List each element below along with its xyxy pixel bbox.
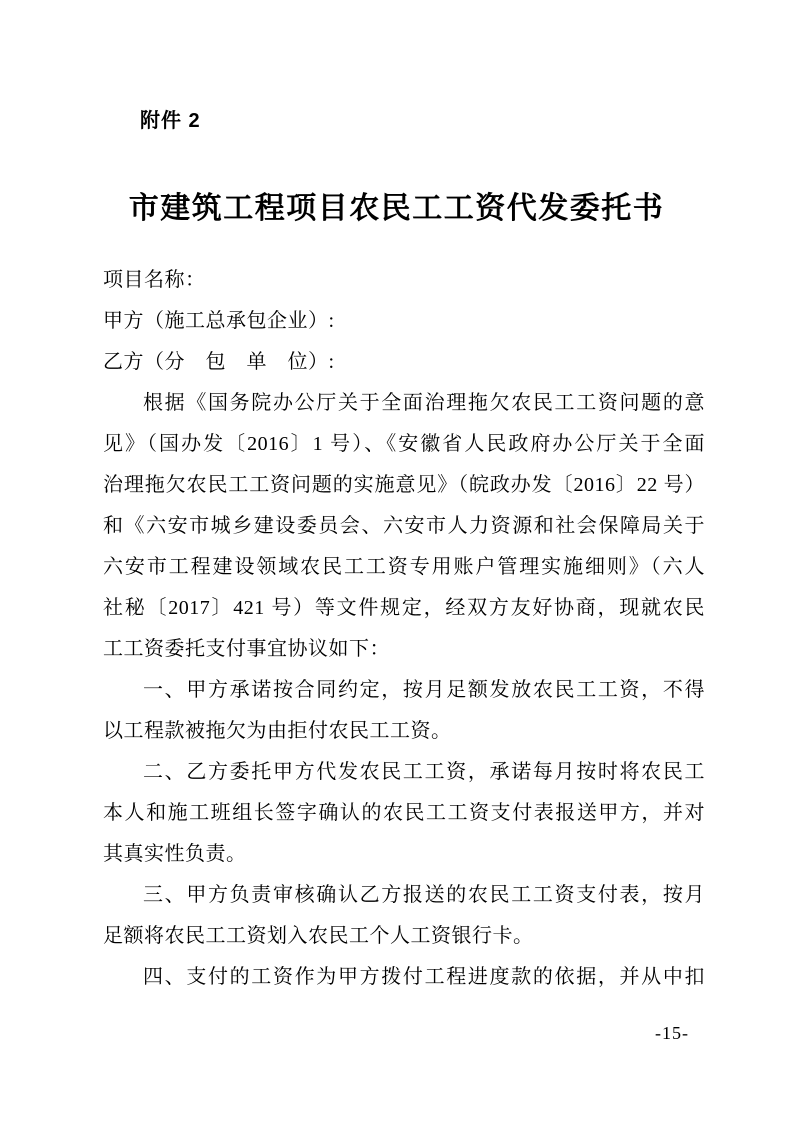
paragraph-line: 见》（国办发〔2016〕1 号）、《安徽省人民政府办公厅关于全面 bbox=[103, 433, 705, 455]
paragraph-line: 六安市工程建设领域农民工工资专用账户管理实施细则》（六人 bbox=[103, 556, 705, 578]
paragraph-line: 一、甲方承诺按合同约定，按月足额发放农民工工资，不得 bbox=[143, 679, 705, 701]
field-line: 乙方（分 包 单 位）: bbox=[103, 351, 335, 373]
field-line: 项目名称： bbox=[103, 269, 206, 291]
paragraph-line: 根据《国务院办公厅关于全面治理拖欠农民工工资问题的意 bbox=[143, 392, 705, 414]
paragraph-line: 其真实性负责。 bbox=[103, 843, 247, 865]
field-line: 甲方（施工总承包企业）: bbox=[103, 310, 335, 332]
paragraph-line: 和《六安市城乡建设委员会、六安市人力资源和社会保障局关于 bbox=[103, 515, 705, 537]
page-number: -15- bbox=[655, 1023, 689, 1043]
paragraph-line: 四、支付的工资作为甲方拨付工程进度款的依据，并从中扣 bbox=[143, 966, 705, 988]
paragraph-line: 工工资委托支付事宜协议如下： bbox=[103, 638, 390, 660]
paragraph-line: 二、乙方委托甲方代发农民工工资，承诺每月按时将农民工 bbox=[143, 761, 705, 783]
document-title: 市建筑工程项目农民工工资代发委托书 bbox=[128, 192, 665, 225]
paragraph-line: 以工程款被拖欠为由拒付农民工工资。 bbox=[103, 720, 452, 742]
paragraph-line: 本人和施工班组长签字确认的农民工工资支付表报送甲方，并对 bbox=[103, 802, 705, 824]
paragraph-line: 社秘〔2017〕421 号）等文件规定，经双方友好协商，现就农民 bbox=[103, 597, 705, 619]
paragraph-line: 治理拖欠农民工工资问题的实施意见》（皖政办发〔2016〕22 号） bbox=[103, 474, 705, 496]
paragraph-line: 足额将农民工工资划入农民工个人工资银行卡。 bbox=[103, 925, 534, 947]
document-body bbox=[103, 260, 705, 998]
attachment-label: 附件 2 bbox=[140, 110, 201, 132]
paragraph-line: 三、甲方负责审核确认乙方报送的农民工工资支付表，按月 bbox=[143, 884, 705, 906]
